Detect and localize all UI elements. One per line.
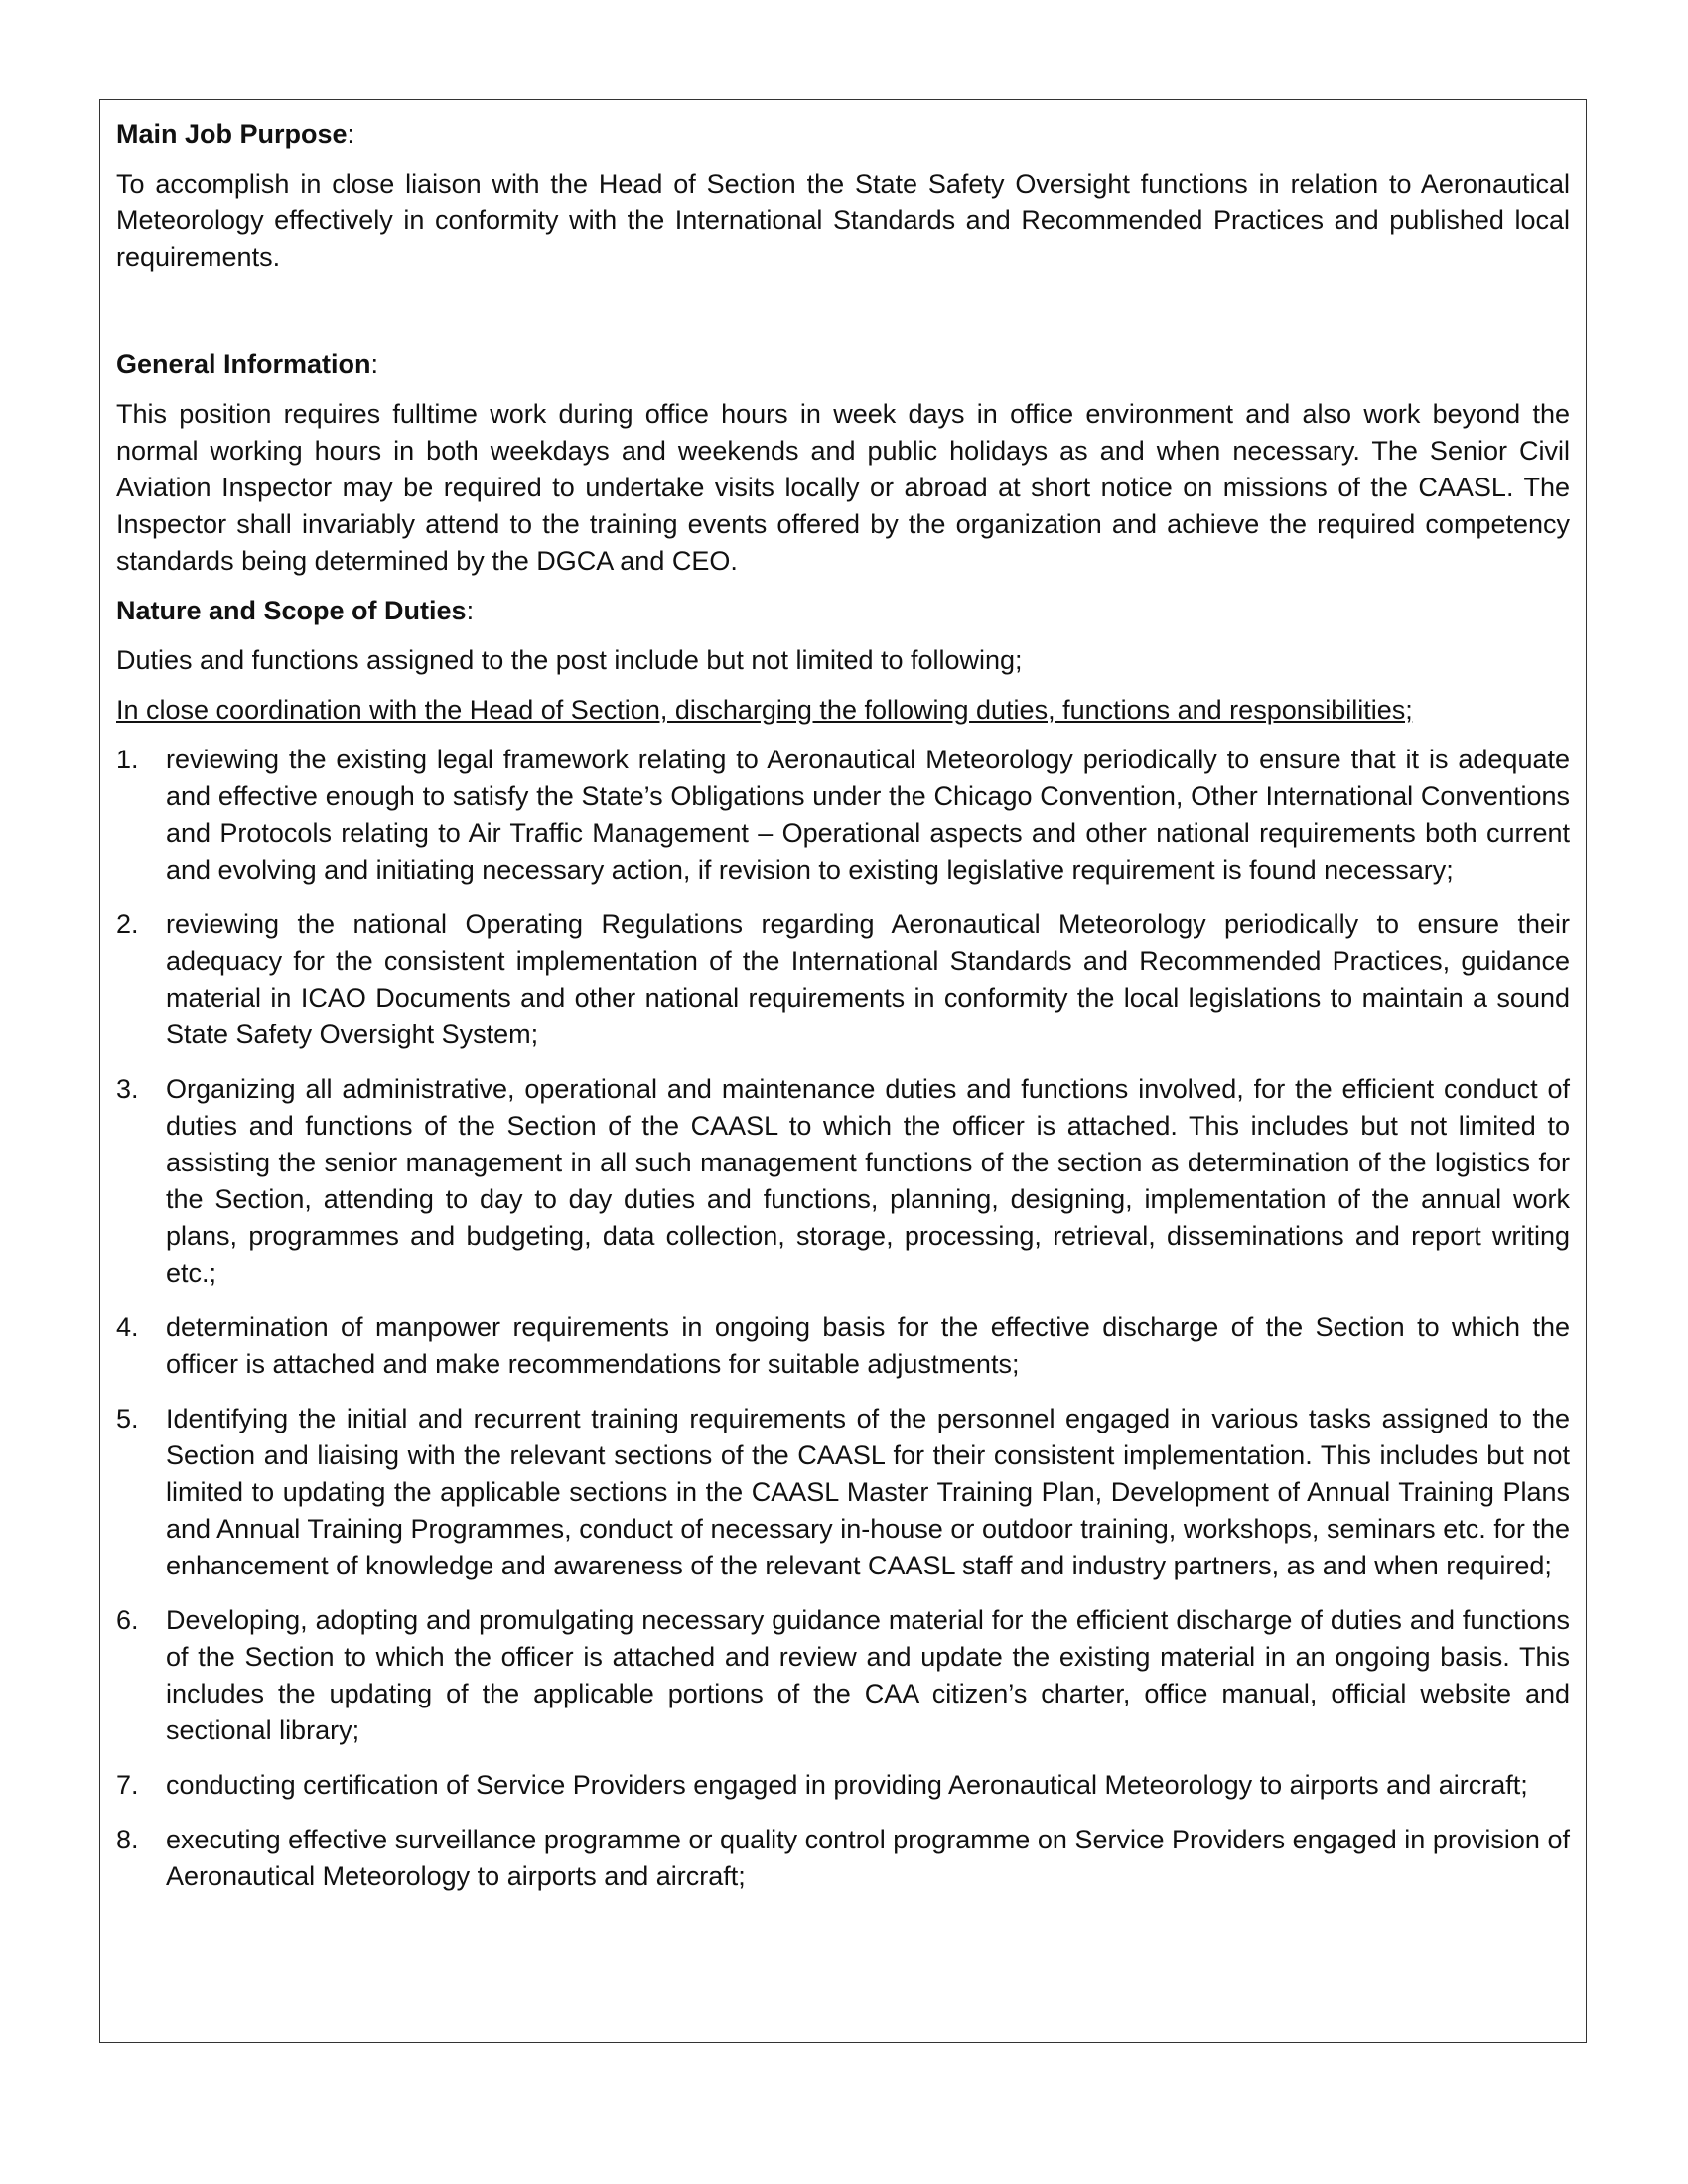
list-item-number: 6. xyxy=(116,1605,139,1635)
nature-scope-underlined-statement: In close coordination with the Head of Section, discharging the following duties, functions and responsibilities; xyxy=(116,695,1413,725)
list-item-number: 7. xyxy=(116,1770,139,1800)
list-item-text: reviewing the existing legal framework relating to Aeronautical Meteorology periodically to ensure that it is adequate and effective enough to satisfy the State’s Obligations under the Chicago Convention, Other International Conventions and Protocols relating to Air Traffic Management – Operational aspects and other national requirements both current and evolving and initiating necessary action, if revision to existing legislative requirement is found necessary; xyxy=(166,745,1570,885)
list-item-number: 5. xyxy=(116,1404,139,1433)
nature-scope-intro: Duties and functions assigned to the post include but not limited to following; xyxy=(116,645,1023,675)
list-item-text: determination of manpower requirements in ongoing basis for the effective discharge of the Section to which the officer is attached and make recommendations for suitable adjustments; xyxy=(166,1312,1570,1379)
duties-list xyxy=(116,742,1570,1895)
list-item-text: Identifying the initial and recurrent training requirements of the personnel engaged in various tasks assigned to the Section and liaising with the relevant sections of the CAASL for their consistent implementation. This includes but not limited to updating the applicable sections in the CAASL Master Training Plan, Development of Annual Training Plans and Annual Training Programmes, conduct of necessary in-house or outdoor training, workshops, seminars etc. for the enhancement of knowledge and awareness of the relevant CAASL staff and industry partners, as and when required; xyxy=(166,1404,1570,1580)
spacer xyxy=(116,289,1570,346)
list-item-number: 3. xyxy=(116,1074,139,1104)
list-item xyxy=(116,1401,1570,1584)
list-item-number: 1. xyxy=(116,745,139,774)
list-item-text: executing effective surveillance programme or quality control programme on Service Providers engaged in provision of Aeronautical Meteorology to airports and aircraft; xyxy=(166,1825,1570,1891)
list-item-text: Developing, adopting and promulgating necessary guidance material for the efficient discharge of duties and functions of the Section to which the officer is attached and review and update the existing material in an ongoing basis. This includes the updating of the applicable portions of the CAA citizen’s charter, office manual, official website and sectional library; xyxy=(166,1605,1570,1745)
document-frame xyxy=(99,99,1587,2043)
general-information-heading: General Information: xyxy=(116,349,379,379)
nature-scope-heading: Nature and Scope of Duties: xyxy=(116,596,475,625)
list-item-number: 8. xyxy=(116,1825,139,1854)
list-item-text: conducting certification of Service Providers engaged in providing Aeronautical Meteorology to airports and aircraft; xyxy=(166,1770,1528,1800)
list-item xyxy=(116,1767,1570,1804)
list-item xyxy=(116,1822,1570,1895)
main-job-purpose-text: To accomplish in close liaison with the Head of Section the State Safety Oversight functions in relation to Aeronautical Meteorology effectively in conformity with the International Standards and Recommended Practices and published local requirements. xyxy=(116,169,1570,272)
list-item-number: 4. xyxy=(116,1312,139,1342)
general-information-text: This position requires fulltime work during office hours in week days in office environment and also work beyond the normal working hours in both weekdays and weekends and public holidays as and when necessary. The Senior Civil Aviation Inspector may be required to undertake visits locally or abroad at short notice on missions of the CAASL. The Inspector shall invariably attend to the training events offered by the organization and achieve the required competency standards being determined by the DGCA and CEO. xyxy=(116,399,1570,576)
list-item xyxy=(116,1309,1570,1383)
main-job-purpose-heading: Main Job Purpose: xyxy=(116,119,355,149)
list-item xyxy=(116,1602,1570,1749)
list-item xyxy=(116,906,1570,1053)
list-item-number: 2. xyxy=(116,909,139,939)
list-item-text: reviewing the national Operating Regulations regarding Aeronautical Meteorology periodically to ensure their adequacy for the consistent implementation of the International Standards and Recommended Practices, guidance material in ICAO Documents and other national requirements in conformity the local legislations to maintain a sound State Safety Oversight System; xyxy=(166,909,1570,1049)
list-item xyxy=(116,1071,1570,1292)
list-item xyxy=(116,742,1570,888)
list-item-text: Organizing all administrative, operational and maintenance duties and functions involved, for the efficient conduct of duties and functions of the Section of the CAASL to which the officer is attached. This includes but not limited to assisting the senior management in all such management functions of the section as determination of the logistics for the Section, attending to day to day duties and functions, planning, designing, implementation of the annual work plans, programmes and budgeting, data collection, storage, processing, retrieval, disseminations and report writing etc.; xyxy=(166,1074,1570,1288)
